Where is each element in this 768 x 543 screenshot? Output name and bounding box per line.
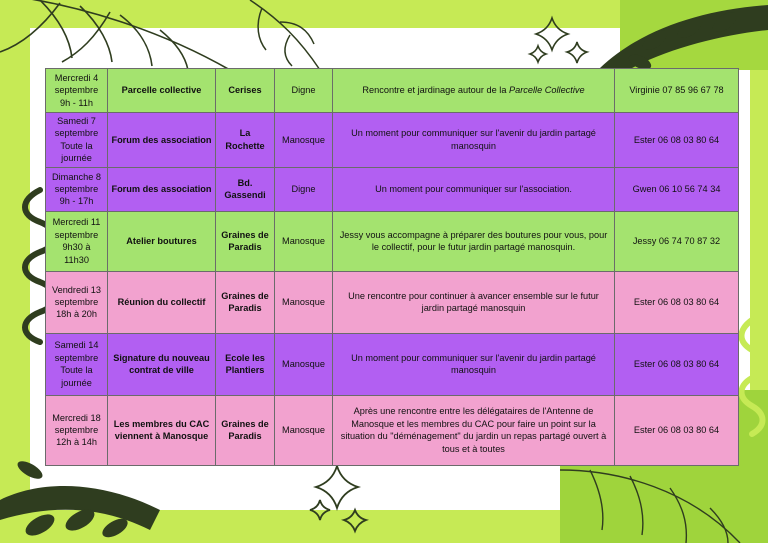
event-description-text: Rencontre et jardinage autour de la <box>362 85 509 96</box>
event-place: Graines de Paradis <box>216 271 275 333</box>
table-row <box>46 69 739 113</box>
event-town: Manosque <box>275 395 333 465</box>
event-date: Dimanche 8 septembre 9h - 17h <box>46 167 108 211</box>
event-place: Graines de Paradis <box>216 211 275 271</box>
event-description: Un moment pour communiquer sur l'avenir du jardin partagé manosquin <box>333 333 615 395</box>
event-date: Samedi 14 septembre Toute la journée <box>46 333 108 395</box>
table-row <box>46 271 739 333</box>
event-place: Graines de Paradis <box>216 395 275 465</box>
event-title: Forum des association <box>108 167 216 211</box>
event-place: Ecole les Plantiers <box>216 333 275 395</box>
event-description: Un moment pour communiquer sur l'association. <box>333 167 615 211</box>
table-row <box>46 113 739 168</box>
event-contact: Ester 06 08 03 80 64 <box>615 333 739 395</box>
event-town: Manosque <box>275 271 333 333</box>
event-description-emphasis: Parcelle Collective <box>509 85 585 96</box>
event-date: Mercredi 4 septembre 9h - 11h <box>46 69 108 113</box>
event-town: Manosque <box>275 113 333 168</box>
event-description: Jessy vous accompagne à préparer des boutures pour vous, pour le collectif, pour le futur jardin partagé manosquin. <box>333 211 615 271</box>
event-description: Après une rencontre entre les délégataires de l'Antenne de Manosque et les membres du CAC pour faire un point sur la situation du "déménagement" du jardin un repas partagé ouvert à tous et à toutes <box>333 395 615 465</box>
event-title: Parcelle collective <box>108 69 216 113</box>
event-title: Atelier boutures <box>108 211 216 271</box>
event-title: Réunion du collectif <box>108 271 216 333</box>
event-date: Samedi 7 septembre Toute la journée <box>46 113 108 168</box>
event-title: Les membres du CAC viennent à Manosque <box>108 395 216 465</box>
event-date: Mercredi 18 septembre 12h à 14h <box>46 395 108 465</box>
event-date: Vendredi 13 septembre 18h à 20h <box>46 271 108 333</box>
event-description: Une rencontre pour continuer à avancer ensemble sur le futur jardin partagé manosquin <box>333 271 615 333</box>
event-town: Digne <box>275 69 333 113</box>
event-town: Manosque <box>275 333 333 395</box>
event-date: Mercredi 11 septembre 9h30 à 11h30 <box>46 211 108 271</box>
event-title: Forum des association <box>108 113 216 168</box>
event-place: Cerises <box>216 69 275 113</box>
table-row <box>46 333 739 395</box>
event-place: Bd. Gassendi <box>216 167 275 211</box>
table-row <box>46 167 739 211</box>
event-contact: Ester 06 08 03 80 64 <box>615 113 739 168</box>
event-title: Signature du nouveau contrat de ville <box>108 333 216 395</box>
event-town: Manosque <box>275 211 333 271</box>
event-contact: Ester 06 08 03 80 64 <box>615 271 739 333</box>
table-row <box>46 395 739 465</box>
event-place: La Rochette <box>216 113 275 168</box>
table-row <box>46 211 739 271</box>
event-town: Digne <box>275 167 333 211</box>
event-contact: Jessy 06 74 70 87 32 <box>615 211 739 271</box>
event-schedule-table <box>45 68 739 466</box>
event-contact: Ester 06 08 03 80 64 <box>615 395 739 465</box>
event-contact: Gwen 06 10 56 74 34 <box>615 167 739 211</box>
event-description: Un moment pour communiquer sur l'avenir du jardin partagé manosquin <box>333 113 615 168</box>
event-description <box>333 69 615 113</box>
event-contact: Virginie 07 85 96 67 78 <box>615 69 739 113</box>
